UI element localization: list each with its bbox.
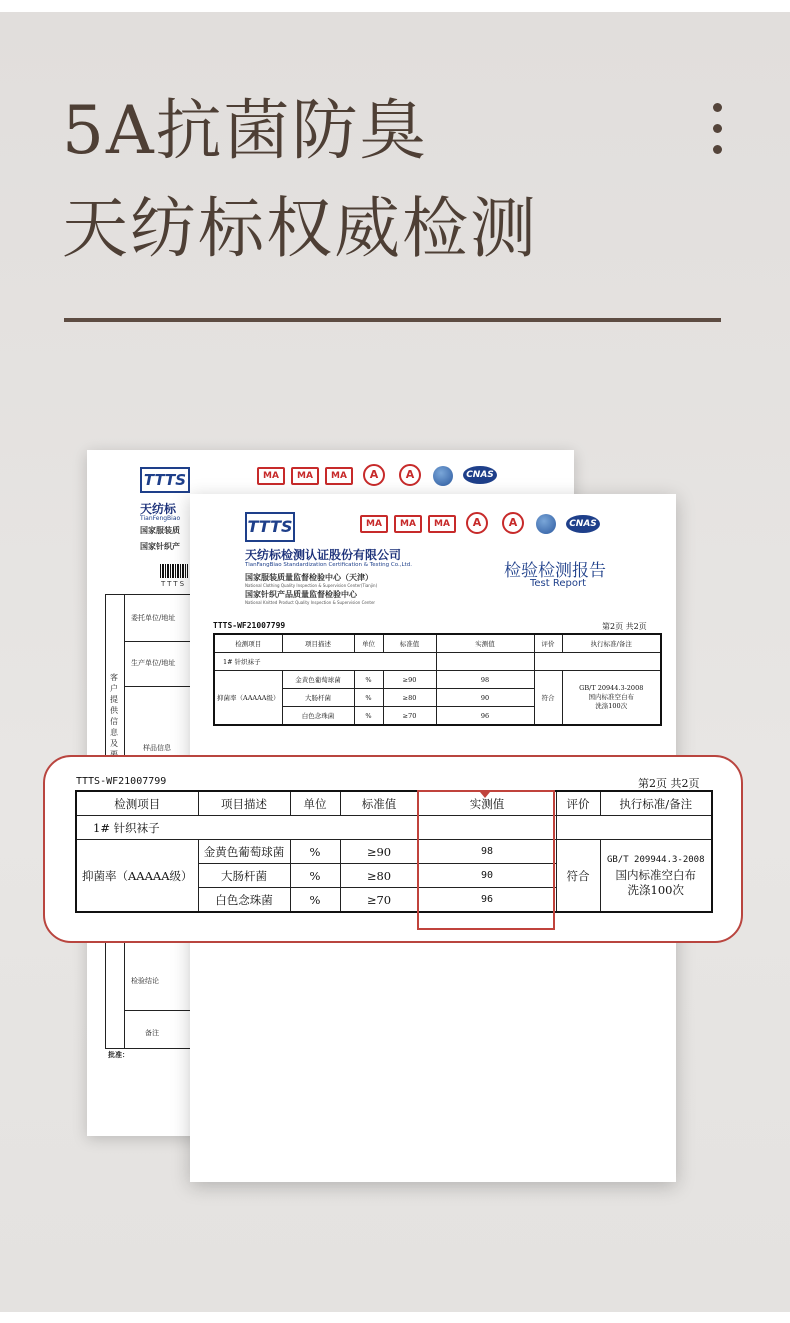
ma-cert-icon: MA	[394, 515, 422, 533]
center2: 国家针织产品质量监督检验中心	[245, 590, 357, 599]
desc-cell: 金黄色葡萄球菌	[198, 840, 290, 864]
table-header-row	[214, 634, 661, 653]
unit-cell: %	[290, 864, 340, 888]
ma-cert-icon: MA	[325, 467, 353, 485]
more-vertical-icon[interactable]	[708, 103, 728, 159]
header-cell: 项目描述	[198, 791, 290, 816]
cal-cert-icon: A	[466, 512, 488, 534]
remark-cell	[600, 840, 712, 913]
remark-line1: GB/T 209944.3-2008	[606, 855, 705, 865]
remark-line2: 国内标准空白布	[588, 693, 634, 701]
standard-cell: ≥90	[383, 671, 436, 689]
desc-cell: 大肠杆菌	[198, 864, 290, 888]
table-row	[214, 653, 661, 671]
evaluation-cell: 符合	[556, 840, 600, 913]
desc-cell: 白色念珠菌	[282, 707, 354, 726]
report-serial: TTTS-WF21007799	[76, 776, 167, 787]
row-divider	[124, 1010, 190, 1011]
ma-cert-icon: MA	[257, 467, 285, 485]
cal-cert-icon: A	[399, 464, 421, 486]
header-cell: 标准值	[383, 634, 436, 653]
conclusion-label: 检验结论	[131, 977, 159, 985]
cal-cert-icon: A	[363, 464, 385, 486]
row-divider	[124, 686, 190, 687]
globe-icon	[433, 466, 453, 486]
unit-cell: %	[290, 888, 340, 913]
standard-cell: ≥90	[340, 840, 418, 864]
org-name-en: TianFangBiao Standardization Certification & Testing Co.,Ltd.	[245, 562, 412, 568]
desc-cell: 金黄色葡萄球菌	[282, 671, 354, 689]
results-table	[75, 790, 713, 913]
standard-cell: ≥80	[383, 689, 436, 707]
row-divider	[124, 641, 190, 642]
cal-cert-icon: A	[502, 512, 524, 534]
sample-info-label: 样品信息	[143, 744, 171, 752]
client-info-vertical-label: 客户提供信息及	[110, 673, 118, 748]
remark-cell	[562, 671, 661, 726]
globe-icon	[536, 514, 556, 534]
report-subtitle: Test Report	[530, 578, 587, 589]
standard-cell: ≥70	[383, 707, 436, 726]
table-row	[214, 671, 661, 689]
header-cell: 单位	[290, 791, 340, 816]
headline-line1: 5A抗菌防臭	[62, 92, 428, 169]
ma-cert-icon: MA	[360, 515, 388, 533]
measured-cell: 96	[436, 707, 534, 726]
ttts-logo: TTTS	[245, 512, 295, 542]
empty-cell	[534, 653, 661, 671]
unit-cell: %	[354, 671, 383, 689]
sample-name-cell: 1# 针织袜子	[76, 816, 418, 840]
ma-cert-icon: MA	[428, 515, 456, 533]
org-name-short: 天纺标	[140, 502, 177, 516]
header-cell: 执行标准/备注	[562, 634, 661, 653]
measured-cell: 96	[418, 888, 556, 913]
cnas-icon: CNAS	[463, 466, 497, 484]
header-cell: 检测项目	[214, 634, 282, 653]
header-cell: 实测值	[436, 634, 534, 653]
empty-cell	[436, 653, 534, 671]
divider	[64, 318, 721, 322]
measured-cell: 98	[418, 840, 556, 864]
client-address-label: 委托单位/地址	[131, 614, 176, 622]
table-row	[76, 816, 712, 840]
header-cell: 执行标准/备注	[600, 791, 712, 816]
standard-cell: ≥80	[340, 864, 418, 888]
desc-cell: 白色念珠菌	[198, 888, 290, 913]
org-line1: 国家服装质	[140, 526, 180, 535]
remark-line2: 国内标准空白布	[615, 868, 696, 882]
org-en-short: TianFengBiao	[140, 515, 181, 522]
ma-cert-icon: MA	[291, 467, 319, 485]
measured-highlight-box	[417, 790, 555, 930]
unit-cell: %	[290, 840, 340, 864]
report-serial-small: TTTS-WF21007799	[213, 621, 286, 630]
report-page: 第2页 共2页	[638, 777, 700, 790]
report-title: 检验检测报告	[504, 561, 606, 581]
item-cell: 抑菌率（AAAAA级）	[214, 671, 282, 726]
org-name: 天纺标检测认证股份有限公司	[245, 548, 402, 562]
approve-label: 批准：	[108, 1050, 129, 1059]
measured-cell: 90	[436, 689, 534, 707]
header-cell: 检测项目	[76, 791, 198, 816]
center1: 国家服装质量监督检验中心（天津）	[245, 573, 373, 582]
header-cell: 标准值	[340, 791, 418, 816]
ttts-logo: TTTS	[140, 467, 190, 493]
unit-cell: %	[354, 707, 383, 726]
desc-cell: 大肠杆菌	[282, 689, 354, 707]
item-cell: 抑菌率（AAAAA级）	[76, 840, 198, 913]
header-cell: 评价	[534, 634, 562, 653]
org-line2: 国家针织产	[140, 542, 180, 551]
remark-line1: GB/T 20944.3-2008	[579, 684, 644, 692]
standard-cell: ≥70	[340, 888, 418, 913]
header-cell: 评价	[556, 791, 600, 816]
center2-en: National Knitted Product Quality Inspection & Supervision Center	[245, 600, 376, 605]
sample-name-cell: 1# 针织袜子	[214, 653, 436, 671]
table-header-row	[76, 791, 712, 816]
barcode-icon	[160, 564, 188, 578]
remarks-label: 备注	[145, 1029, 159, 1037]
results-table-small	[213, 633, 662, 726]
measured-cell: 90	[418, 864, 556, 888]
report-page-small: 第2页 共2页	[602, 622, 647, 631]
unit-cell: %	[354, 689, 383, 707]
cnas-icon: CNAS	[566, 515, 600, 533]
producer-address-label: 生产单位/地址	[131, 659, 176, 667]
table-row	[76, 840, 712, 864]
evaluation-cell: 符合	[534, 671, 562, 726]
measured-cell: 98	[436, 671, 534, 689]
header-cell: 项目描述	[282, 634, 354, 653]
caret-down-icon	[480, 792, 490, 798]
center1-en: National Clothing Quality Inspection & Supervision Center(Tianjin)	[245, 583, 378, 588]
header-cell: 实测值	[418, 791, 556, 816]
remark-line3: 洗涤100次	[627, 883, 684, 897]
headline-line2: 天纺标权威检测	[62, 190, 538, 267]
remark-line3: 洗涤100次	[595, 702, 628, 710]
barcode-text: TTTS	[161, 580, 187, 588]
empty-cell	[556, 816, 712, 840]
header-cell: 单位	[354, 634, 383, 653]
